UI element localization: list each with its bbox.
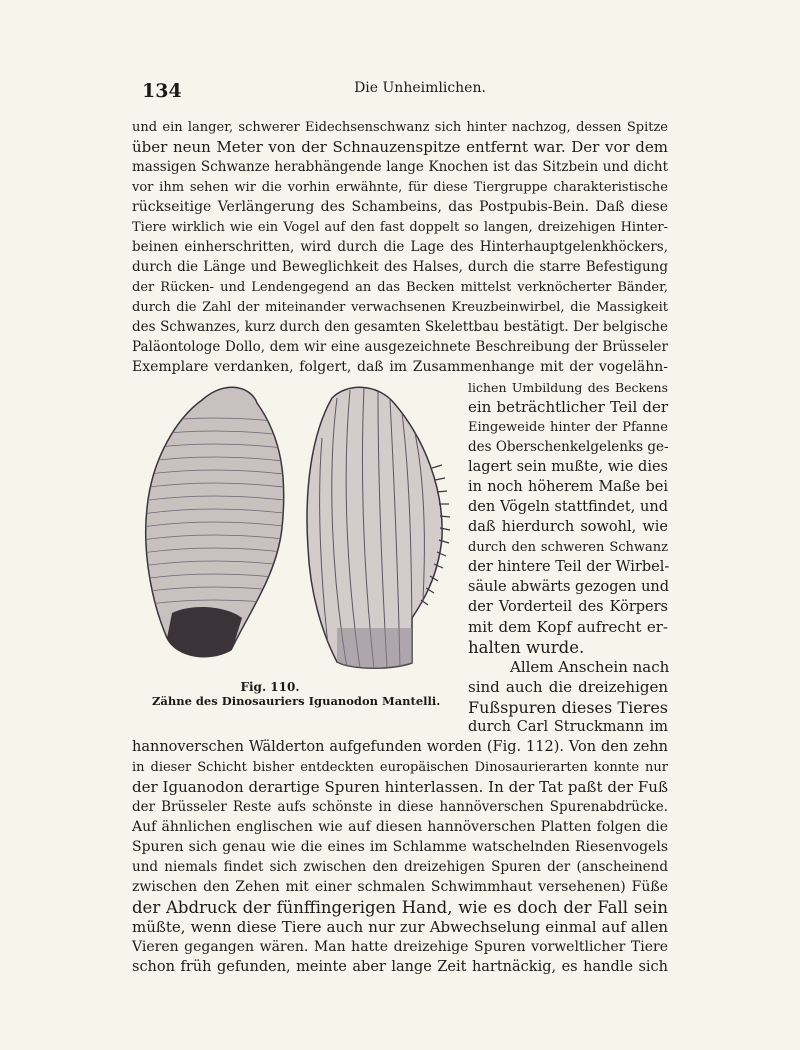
text-line: mit dem Kopf aufrecht er-: [468, 618, 668, 636]
text-line: des Schwanzes, kurz durch den gesamten Skelettbau bestätigt. Der belgische: [132, 319, 668, 335]
text-line: durch den schweren Schwanz: [468, 540, 668, 555]
text-line: über neun Meter von der Schnauzenspitze entfernt war. Der vor dem: [132, 138, 668, 156]
text-line: Eingeweide hinter der Pfanne: [468, 420, 668, 435]
text-line: und ein langer, schwerer Eidechsenschwanz sich hinter nachzog, dessen Spitze: [132, 120, 668, 135]
text-line: Tiere wirklich wie ein Vogel auf den fast doppelt so langen, dreizehigen Hinter-: [132, 220, 668, 235]
text-line: und niemals findet sich zwischen den dreizehigen Spuren der (anscheinend: [132, 859, 668, 875]
text-line: durch die Länge und Beweglichkeit des Halses, durch die starre Befestigung: [132, 259, 668, 275]
text-line: den Vögeln stattfindet, und: [468, 499, 668, 515]
text-line: Paläontologe Dollo, dem wir eine ausgezeichnete Beschreibung der Brüsseler: [132, 339, 668, 355]
iguanodon-teeth-drawing: [132, 378, 462, 678]
text-line: schon früh gefunden, meinte aber lange Zeit hartnäckig, es handle sich: [132, 959, 668, 975]
text-line: der Abdruck der fünffingerigen Hand, wie es doch der Fall sein: [132, 898, 668, 917]
text-line: zwischen den Zehen mit einer schmalen Schwimmhaut versehenen) Füße: [132, 879, 668, 895]
figure-number: Fig. 110.: [240, 680, 300, 694]
text-line: der Brüsseler Reste aufs schönste in diese hannöverschen Spurenabdrücke.: [132, 799, 668, 815]
text-line: durch Carl Struckmann im: [468, 719, 668, 735]
running-head: Die Unheimlichen.: [354, 80, 486, 96]
text-line: massigen Schwanze herabhängende lange Knochen ist das Sitzbein und dicht: [132, 159, 668, 175]
text-line: müßte, wenn diese Tiere auch nur zur Abwechselung einmal auf allen: [132, 918, 668, 936]
text-line: des Oberschenkelgelenks ge-: [468, 439, 669, 455]
text-line: in noch höherem Maße bei: [468, 479, 668, 495]
figure-illustration: [132, 378, 462, 678]
text-line: der Iguanodon derartige Spuren hinterlassen. In der Tat paßt der Fuß: [132, 778, 668, 796]
text-line: in dieser Schicht bisher entdeckten europäischen Dinosaurierarten konnte nur: [132, 760, 668, 775]
text-line: der hintere Teil der Wirbel-: [468, 559, 670, 575]
text-line: sind auch die dreizehigen: [468, 678, 668, 696]
text-line: rückseitige Verlängerung des Schambeins, das Postpubis-Bein. Daß diese: [132, 199, 668, 215]
page-number: 134: [142, 80, 182, 102]
text-line: Fußspuren dieses Tieres: [468, 698, 668, 717]
text-line: lagert sein mußte, wie dies: [468, 459, 668, 475]
text-line: beinen einherschritten, wird durch die Lage des Hinterhauptgelenkhöckers,: [132, 239, 668, 255]
text-line: Spuren sich genau wie die eines im Schlamme watschelnden Riesenvogels: [132, 839, 668, 855]
text-line: der Rücken- und Lendengegend an das Becken mittelst verknöcherter Bänder,: [132, 280, 668, 295]
text-line: ein beträchtlicher Teil der: [468, 398, 668, 416]
text-line: Auf ähnlichen englischen wie auf diesen hannöverschen Platten folgen die: [132, 819, 668, 835]
text-line: der Vorderteil des Körpers: [468, 599, 668, 615]
text-line: durch die Zahl der miteinander verwachsenen Kreuzbeinwirbel, die Massigkeit: [132, 300, 668, 315]
text-line: Allem Anschein nach: [510, 658, 670, 676]
text-line: lichen Umbildung des Beckens: [468, 380, 668, 395]
figure-caption: Zähne des Dinosauriers Iguanodon Mantelli.: [152, 694, 441, 708]
text-line: Exemplare verdanken, folgert, daß im Zusammenhange mit der vogelähn-: [132, 359, 668, 375]
text-line: halten wurde.: [468, 638, 585, 657]
text-line: daß hierdurch sowohl, wie: [468, 519, 668, 535]
text-line: Vieren gegangen wären. Man hatte dreizehige Spuren vorweltlicher Tiere: [132, 939, 668, 955]
text-line: vor ihm sehen wir die vorhin erwähnte, für diese Tiergruppe charakteristische: [132, 180, 668, 195]
text-line: säule abwärts gezogen und: [468, 579, 670, 595]
text-line: hannoverschen Wälderton aufgefunden worden (Fig. 112). Von den zehn: [132, 739, 668, 755]
